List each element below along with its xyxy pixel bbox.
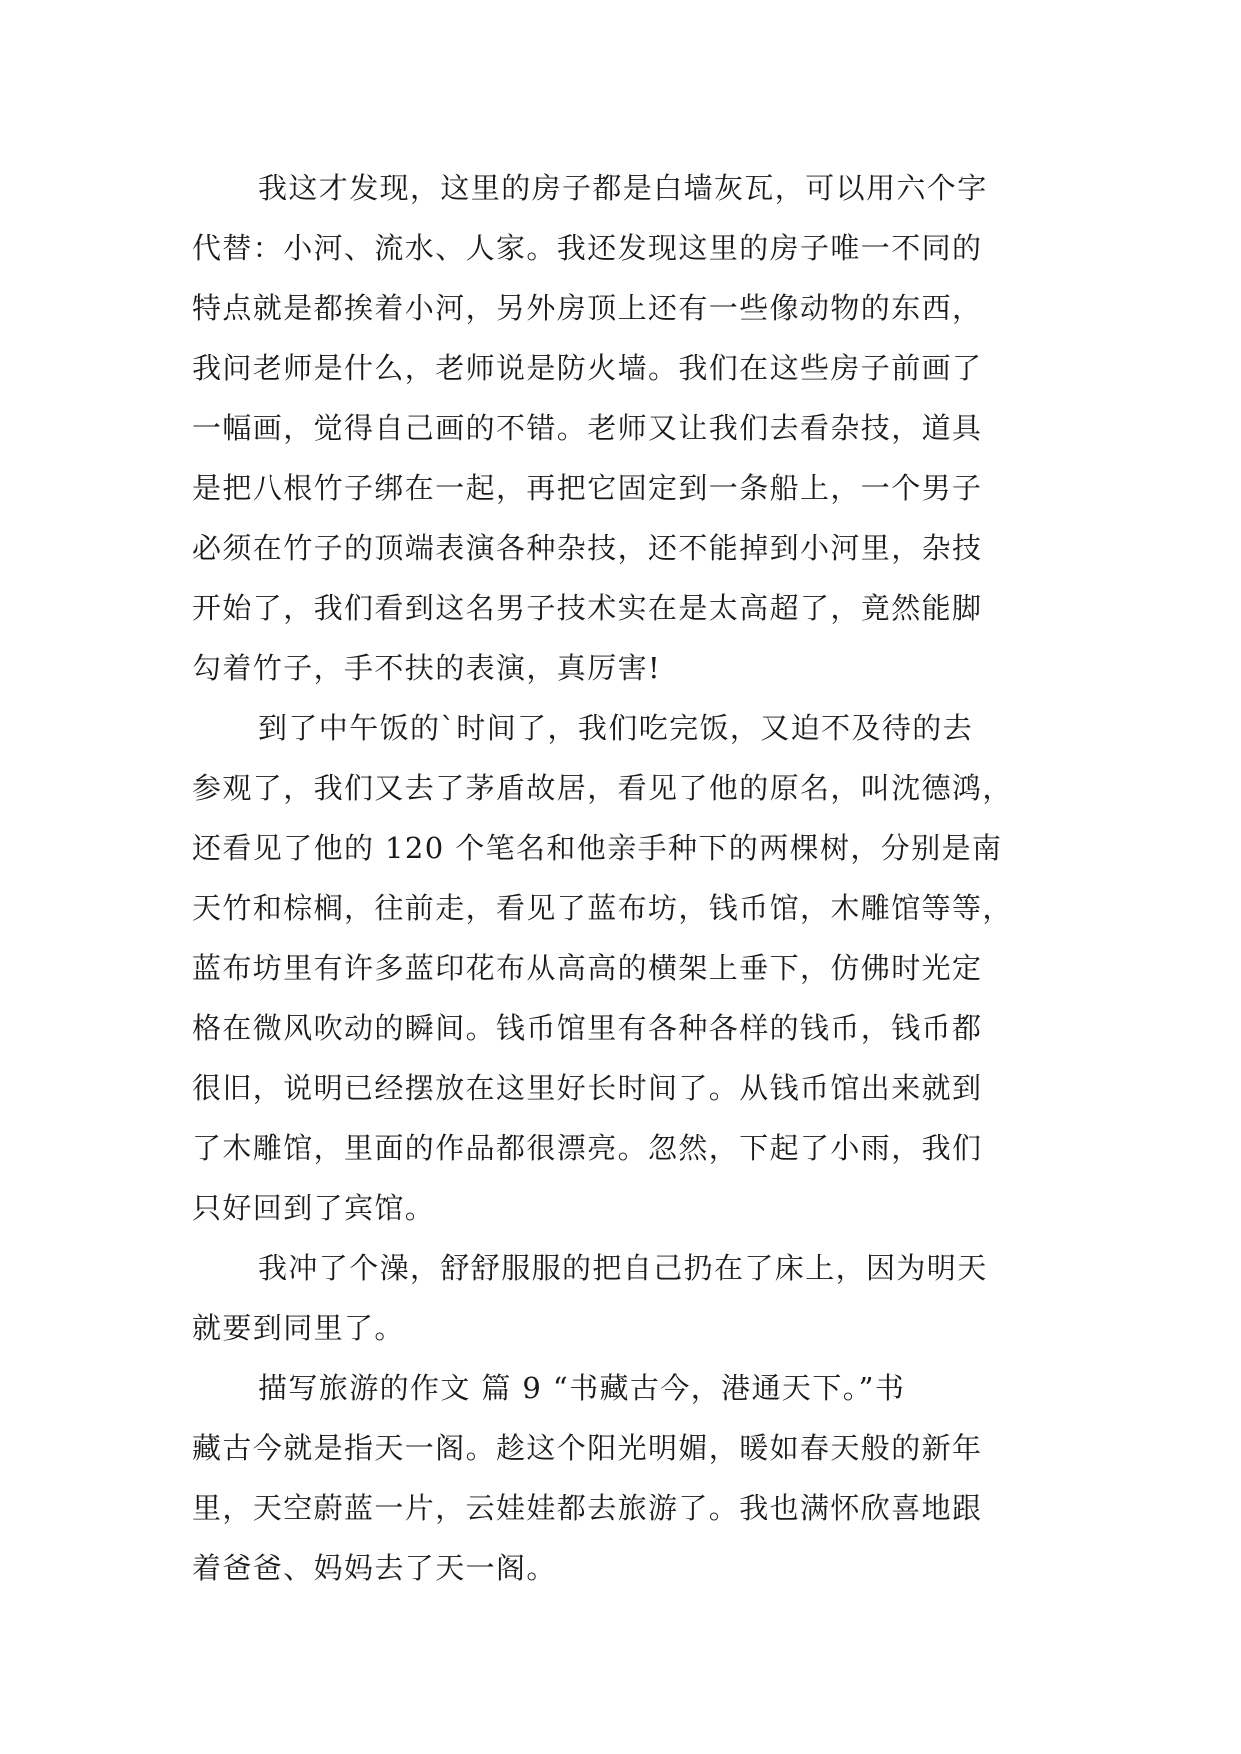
paragraph-line: 只好回到了宾馆。 bbox=[192, 1191, 436, 1225]
section-heading-line: 描写旅游的作文 篇 9 “书藏古今，港通天下。”书 bbox=[258, 1371, 906, 1405]
paragraph-line: 是把八根竹子绑在一起，再把它固定到一条船上，一个男子 bbox=[192, 471, 983, 505]
paragraph-line: 我冲了个澡，舒舒服服的把自己扔在了床上，因为明天 bbox=[258, 1251, 988, 1285]
paragraph-line: 开始了，我们看到这名男子技术实在是太高超了，竟然能脚 bbox=[192, 591, 983, 625]
paragraph-line: 着爸爸、妈妈去了天一阁。 bbox=[192, 1551, 557, 1585]
paragraph-line: 我问老师是什么，老师说是防火墙。我们在这些房子前画了 bbox=[192, 351, 983, 385]
paragraph-line: 到了中午饭的`时间了，我们吃完饭，又迫不及待的去 bbox=[258, 711, 974, 745]
paragraph-line: 一幅画，觉得自己画的不错。老师又让我们去看杂技，道具 bbox=[192, 411, 983, 445]
paragraph-line: 勾着竹子，手不扶的表演，真厉害! bbox=[192, 651, 662, 685]
paragraph-line: 很旧，说明已经摆放在这里好长时间了。从钱币馆出来就到 bbox=[192, 1071, 983, 1105]
paragraph-line: 必须在竹子的顶端表演各种杂技，还不能掉到小河里，杂技 bbox=[192, 531, 983, 565]
paragraph-line: 格在微风吹动的瞬间。钱币馆里有各种各样的钱币，钱币都 bbox=[192, 1011, 983, 1045]
paragraph-line: 藏古今就是指天一阁。趁这个阳光明媚，暖如春天般的新年 bbox=[192, 1431, 983, 1465]
paragraph-line: 天竹和棕榈，往前走，看见了蓝布坊，钱币馆，木雕馆等等， bbox=[192, 891, 1013, 925]
paragraph-line: 里，天空蔚蓝一片，云娃娃都去旅游了。我也满怀欣喜地跟 bbox=[192, 1491, 983, 1525]
document-page bbox=[192, 158, 1057, 1598]
paragraph-line: 了木雕馆，里面的作品都很漂亮。忽然，下起了小雨，我们 bbox=[192, 1131, 983, 1165]
paragraph-line: 就要到同里了。 bbox=[192, 1311, 405, 1345]
paragraph-line: 参观了，我们又去了茅盾故居，看见了他的原名，叫沈德鸿， bbox=[192, 771, 1013, 805]
paragraph-line: 代替：小河、流水、人家。我还发现这里的房子唯一不同的 bbox=[192, 231, 983, 265]
paragraph-line: 特点就是都挨着小河，另外房顶上还有一些像动物的东西， bbox=[192, 291, 983, 325]
paragraph-line: 我这才发现，这里的房子都是白墙灰瓦，可以用六个字 bbox=[258, 171, 988, 205]
paragraph-line: 蓝布坊里有许多蓝印花布从高高的横架上垂下，仿佛时光定 bbox=[192, 951, 983, 985]
paragraph-line: 还看见了他的 120 个笔名和他亲手种下的两棵树，分别是南 bbox=[192, 831, 1003, 865]
